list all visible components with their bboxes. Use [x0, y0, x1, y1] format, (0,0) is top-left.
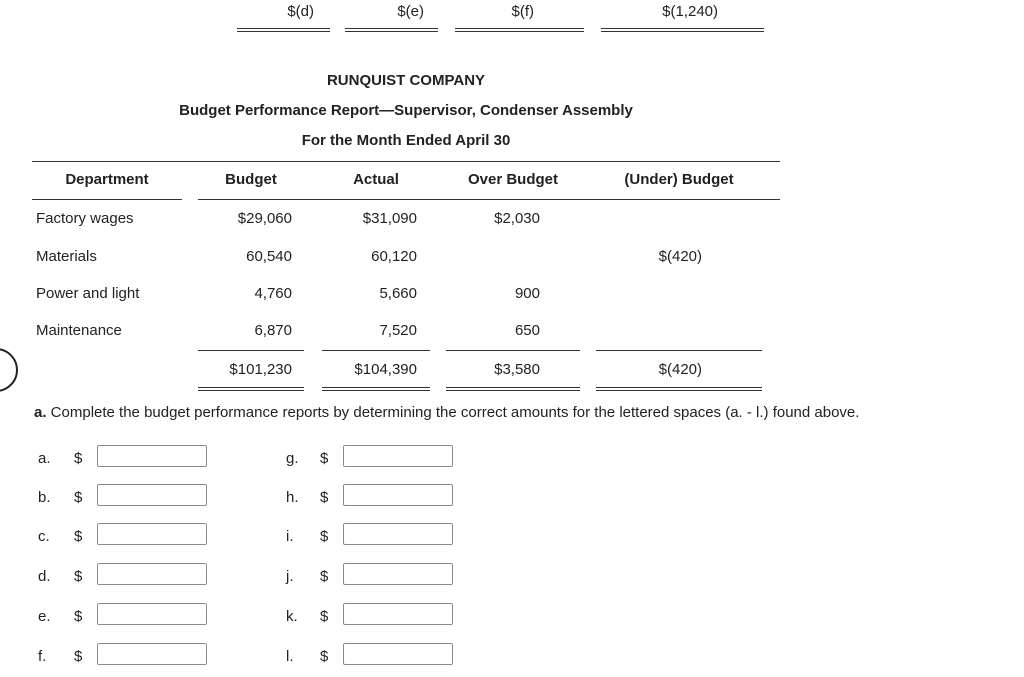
total-rule — [198, 350, 304, 351]
row-budget: 60,540 — [246, 248, 292, 265]
double-rule — [237, 28, 330, 32]
row-actual: $31,090 — [362, 210, 417, 227]
answer-input-a[interactable] — [97, 445, 207, 467]
row-over: 650 — [514, 322, 540, 339]
answer-label: g. — [286, 450, 299, 467]
double-rule — [322, 387, 430, 391]
row-department: Maintenance — [36, 322, 122, 339]
double-rule — [601, 28, 764, 32]
top-total-e: $(e) — [397, 3, 424, 20]
total-under: $(420) — [658, 361, 702, 378]
answer-input-h[interactable] — [343, 484, 453, 506]
header-top-rule — [32, 161, 780, 162]
answer-input-g[interactable] — [343, 445, 453, 467]
top-total-f: $(f) — [511, 3, 534, 20]
total-rule — [596, 350, 762, 351]
row-over: 900 — [514, 285, 540, 302]
answer-input-l[interactable] — [343, 643, 453, 665]
dollar-sign: $ — [74, 608, 83, 625]
answer-input-i[interactable] — [343, 523, 453, 545]
instruction — [34, 404, 859, 421]
total-rule — [322, 350, 430, 351]
double-rule — [455, 28, 584, 32]
row-over: $2,030 — [494, 210, 540, 227]
double-rule — [198, 387, 304, 391]
total-actual: $104,390 — [354, 361, 417, 378]
dollar-sign: $ — [320, 489, 329, 506]
header-department: Department — [65, 171, 149, 188]
dollar-sign: $ — [320, 568, 329, 585]
answer-label: j. — [286, 568, 294, 585]
dollar-sign: $ — [320, 648, 329, 665]
company-name: RUNQUIST COMPANY — [326, 72, 486, 89]
report-period: For the Month Ended April 30 — [301, 132, 511, 149]
answer-label: e. — [38, 608, 51, 625]
row-actual: 5,660 — [379, 285, 417, 302]
total-rule — [446, 350, 580, 351]
answer-input-c[interactable] — [97, 523, 207, 545]
header-under-budget: (Under) Budget — [624, 171, 734, 188]
dollar-sign: $ — [74, 489, 83, 506]
answer-label: k. — [286, 608, 298, 625]
dollar-sign: $ — [320, 608, 329, 625]
row-department: Factory wages — [36, 210, 134, 227]
instruction-prefix: a. — [34, 404, 47, 421]
top-total-under: $(1,240) — [662, 3, 718, 20]
total-over: $3,580 — [494, 361, 540, 378]
answer-label: f. — [38, 648, 47, 665]
answer-input-k[interactable] — [343, 603, 453, 625]
answer-label: c. — [38, 528, 50, 545]
dollar-sign: $ — [74, 450, 83, 467]
row-budget: 4,760 — [254, 285, 292, 302]
header-budget: Budget — [225, 171, 277, 188]
row-actual: 7,520 — [379, 322, 417, 339]
dollar-sign: $ — [320, 528, 329, 545]
row-under: $(420) — [658, 248, 702, 265]
header-actual: Actual — [353, 171, 399, 188]
double-rule — [446, 387, 580, 391]
answer-input-d[interactable] — [97, 563, 207, 585]
step-circle-icon — [0, 348, 18, 392]
instruction-text: Complete the budget performance reports by determining the correct amounts for the lettered spaces (a. - l.) found above. — [46, 404, 860, 421]
double-rule — [596, 387, 762, 391]
dollar-sign: $ — [74, 528, 83, 545]
double-rule — [345, 28, 438, 32]
top-total-d: $(d) — [287, 3, 314, 20]
header-over-budget: Over Budget — [467, 171, 558, 188]
answer-input-j[interactable] — [343, 563, 453, 585]
dollar-sign: $ — [74, 648, 83, 665]
answer-label: l. — [286, 648, 294, 665]
header-bottom-rule — [198, 199, 780, 200]
answer-input-f[interactable] — [97, 643, 207, 665]
answer-label: a. — [38, 450, 51, 467]
header-bottom-rule — [32, 199, 182, 200]
answer-label: d. — [38, 568, 51, 585]
answer-label: h. — [286, 489, 299, 506]
row-department: Materials — [36, 248, 97, 265]
answer-input-e[interactable] — [97, 603, 207, 625]
report-title: Budget Performance Report—Supervisor, Condenser Assembly — [179, 102, 633, 119]
total-budget: $101,230 — [229, 361, 292, 378]
answer-label: i. — [286, 528, 294, 545]
row-actual: 60,120 — [371, 248, 417, 265]
answer-input-b[interactable] — [97, 484, 207, 506]
row-budget: 6,870 — [254, 322, 292, 339]
dollar-sign: $ — [74, 568, 83, 585]
dollar-sign: $ — [320, 450, 329, 467]
row-budget: $29,060 — [237, 210, 292, 227]
answer-label: b. — [38, 489, 51, 506]
row-department: Power and light — [36, 285, 140, 302]
